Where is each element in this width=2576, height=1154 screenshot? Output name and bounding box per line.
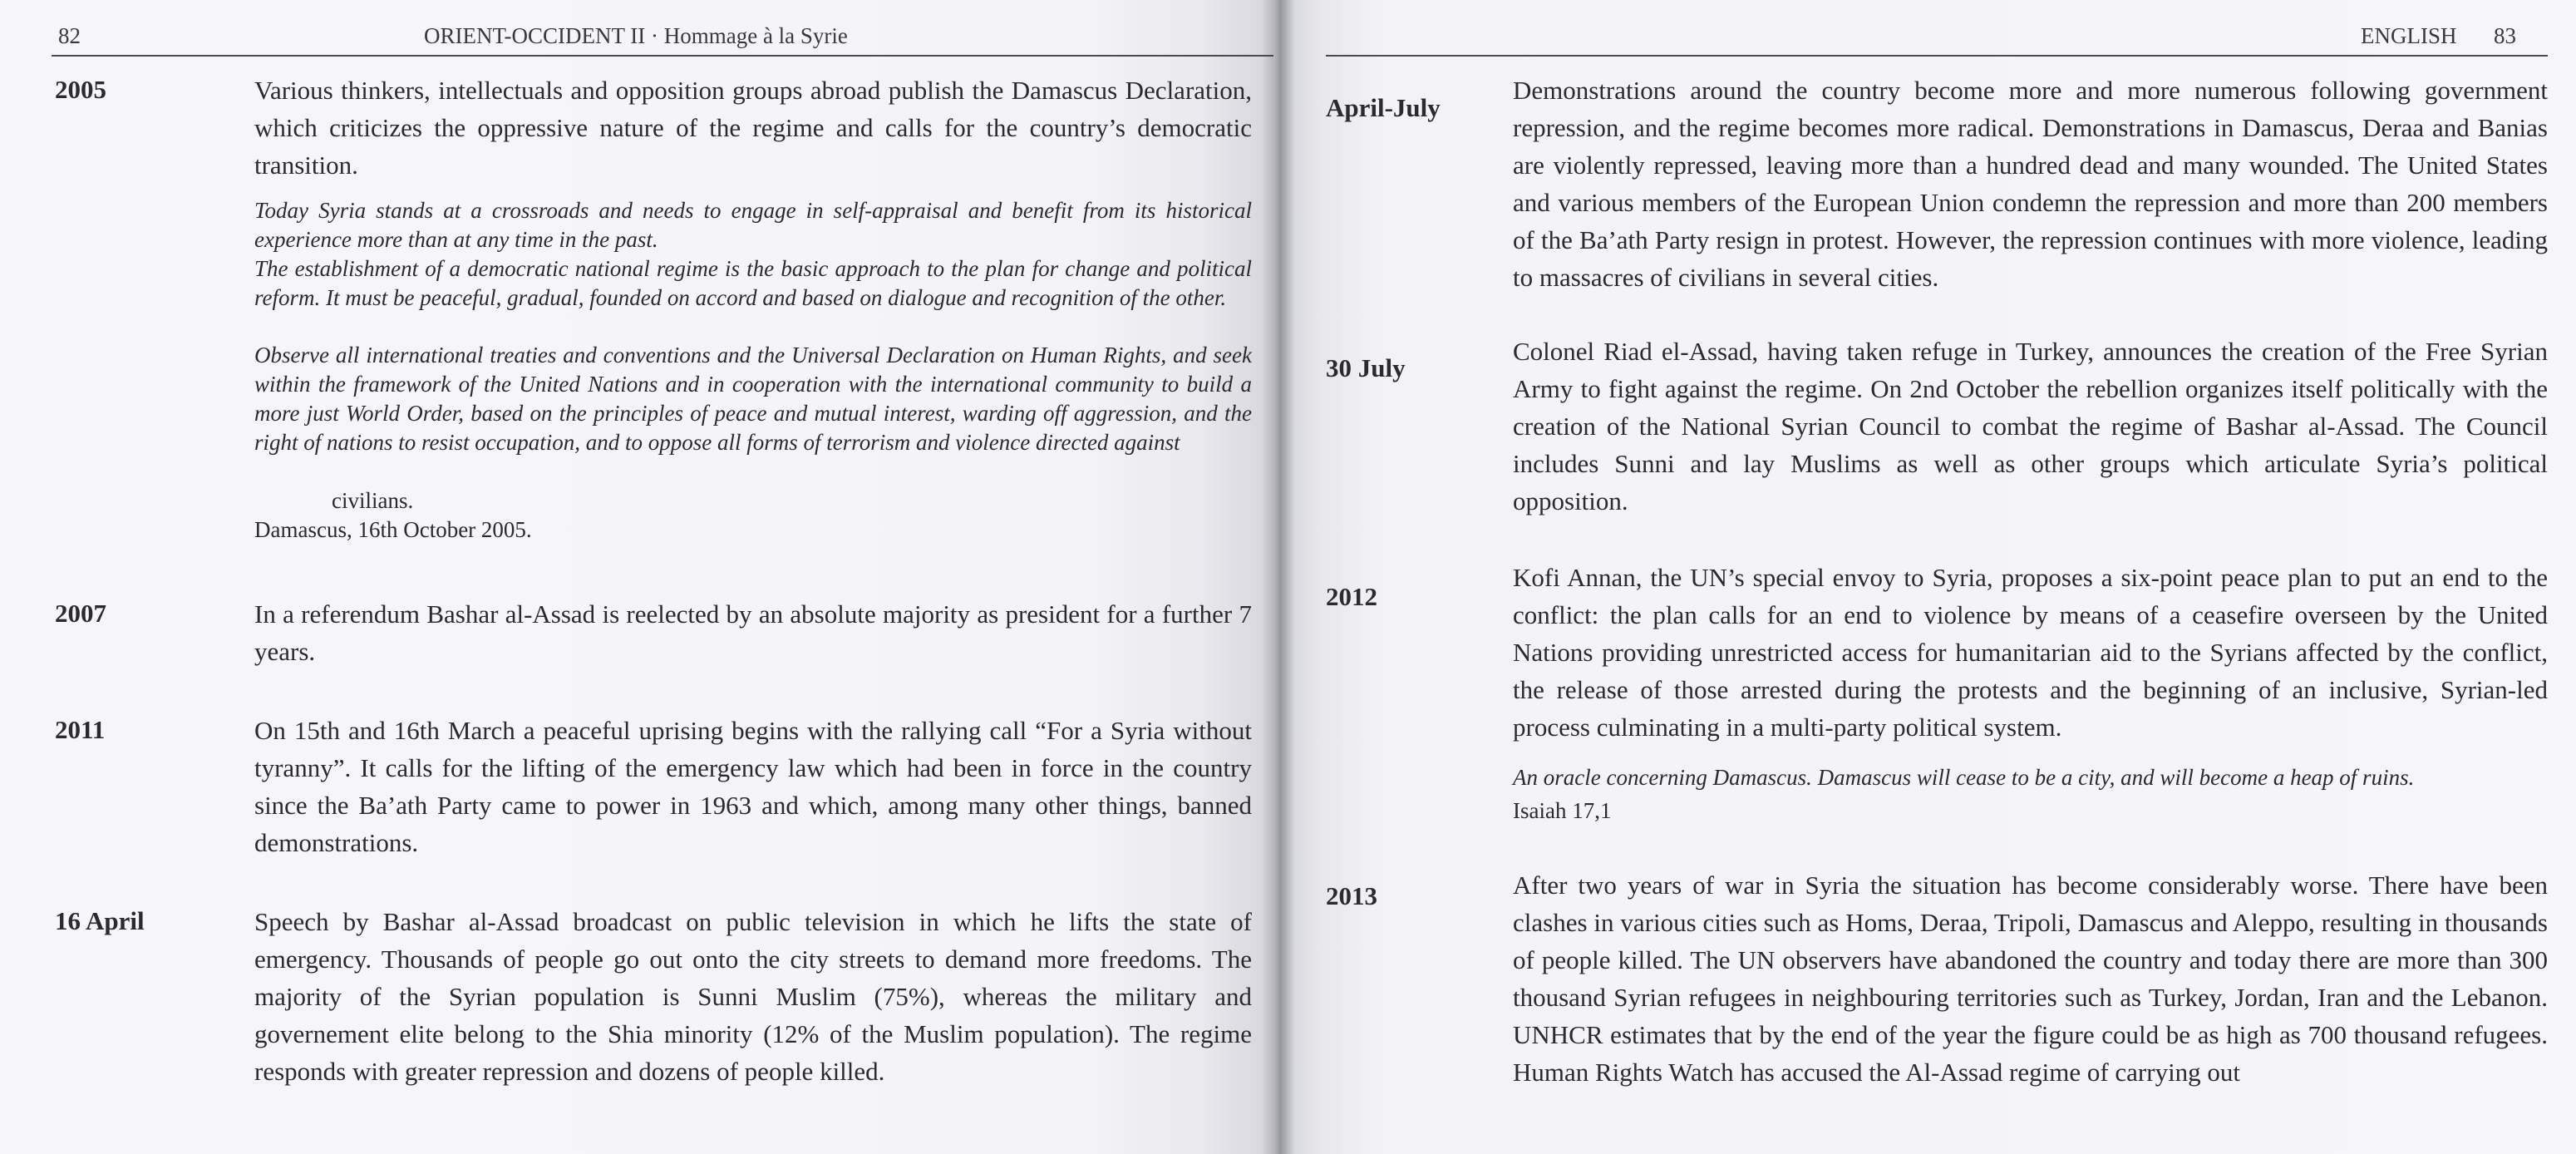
quote-paragraph-2: The establishment of a democratic national regime is the basic approach to the plan for change and political reform. It must be peaceful, gradual, founded on accord and based on dialogue and recognition of the other. xyxy=(254,256,1252,310)
header-rule-left xyxy=(52,55,1273,57)
entry-text-2012: Kofi Annan, the UN’s special envoy to Syria, proposes a six-point peace plan to put an end to the conflict: the plan calls for an end to violence by means of a ceasefire overseen by the United Nations providing unrestricted access for humanitarian aid to the Syrians affected by the conflict, the release of those arrested during the protests and the beginning of an inclusive, Syrian-led process culminating in a multi-party political system. xyxy=(1513,563,2548,742)
entry-quote-source-2012: Isaiah 17,1 xyxy=(1513,798,1612,823)
quote-paragraph-3: Observe all international treaties and conventions and the Universal Declaration on Human Rights, and seek within the framework of the United Nations and in cooperation with the international community to build a more just World Order, based on the principles of peace and mutual interest, warding off aggression, and the right of nations to resist occupation, and to oppose all forms of terrorism and violence directed against xyxy=(254,343,1252,455)
entry-label-2005: 2005 xyxy=(55,75,106,104)
entry-label-april-july: April-July xyxy=(1326,93,1441,122)
quote-signature: Damascus, 16th October 2005. xyxy=(254,517,532,542)
header-rule-right xyxy=(1326,55,2548,57)
quote-paragraph-1: Today Syria stands at a crossroads and needs to engage in self-appraisal and benefit from its historical experience more than at any time in the past. xyxy=(254,198,1252,252)
entry-text-april-july: Demonstrations around the country become more and more numerous following government repression, and the regime becomes more radical. Demonstrations in Damascus, Deraa and Banias are violently repressed, leaving more than a hundred dead and many wounded. The United States and various members of the European Union condemn the repression and more than 200 members of the Ba’ath Party resign in protest. However, the repression continues with more violence, leading to massacres of civilians in several cities. xyxy=(1513,76,2548,292)
entry-text-2013: After two years of war in Syria the situation has become considerably worse. There have been clashes in various cities such as Homs, Deraa, Tripoli, Damascus and Aleppo, resulting in thousands of people killed. The UN observers have abandoned the country and today there are more than 300 thousand Syrian refugees in neighbouring territories such as Turkey, Jordan, Iran and the Lebanon. UNHCR estimates that by the end of the year the figure could be as high as 700 thousand refugees. Human Rights Watch has accused the Al-Assad regime of carrying out xyxy=(1513,870,2548,1087)
entry-label-30-july: 30 July xyxy=(1326,353,1406,382)
entry-label-2012: 2012 xyxy=(1326,582,1377,611)
entry-label-2007: 2007 xyxy=(55,599,106,628)
running-title-left: ORIENT-OCCIDENT II · Hommage à la Syrie xyxy=(424,23,848,48)
right-page xyxy=(1276,0,2576,1154)
book-spine-shadow xyxy=(1262,0,1295,1154)
entry-text-16-april: Speech by Bashar al-Assad broadcast on public television in which he lifts the state of emergency. Thousands of people go out onto the city streets to demand more freedoms. The majority of the Syrian population is Sunni Muslim (75%), whereas the military and governement elite belong to the Shia minority (12% of the Muslim population). The regime responds with greater repression and dozens of people killed. xyxy=(254,907,1252,1086)
left-page xyxy=(0,0,1276,1154)
running-title-right: ENGLISH xyxy=(2361,23,2457,48)
entry-quote-2012: An oracle concerning Damascus. Damascus will cease to be a city, and will become a heap of ruins. xyxy=(1513,765,2415,790)
entry-label-16-april: 16 April xyxy=(55,906,145,935)
entry-text-30-july: Colonel Riad el-Assad, having taken refuge in Turkey, announces the creation of the Free Syrian Army to fight against the regime. On 2nd October the rebellion organizes itself politically with the creation of the National Syrian Council to combat the regime of Bashar al-Assad. The Council includes Sunni and lay Muslims as well as other groups which articulate Syria’s political opposition. xyxy=(1513,337,2548,515)
entry-label-2011: 2011 xyxy=(55,715,106,744)
quote-tail: civilians. xyxy=(332,488,414,513)
page-number-right: 83 xyxy=(2494,23,2516,48)
entry-text-2011: On 15th and 16th March a peaceful uprising begins with the rallying call “For a Syria without tyranny”. It calls for the lifting of the emergency law which had been in force in the country since the Ba’ath Party came to power in 1963 and which, among many other things, banned demonstrations. xyxy=(254,716,1252,857)
entry-text-2005: Various thinkers, intellectuals and opposition groups abroad publish the Damascus Declaration, which criticizes the oppressive nature of the regime and calls for the country’s democratic transition. xyxy=(254,76,1252,180)
entry-label-2013: 2013 xyxy=(1326,881,1377,910)
entry-text-2007: In a referendum Bashar al-Assad is reelected by an absolute majority as president for a further 7 years. xyxy=(254,599,1252,666)
page-number-left: 82 xyxy=(58,23,81,48)
